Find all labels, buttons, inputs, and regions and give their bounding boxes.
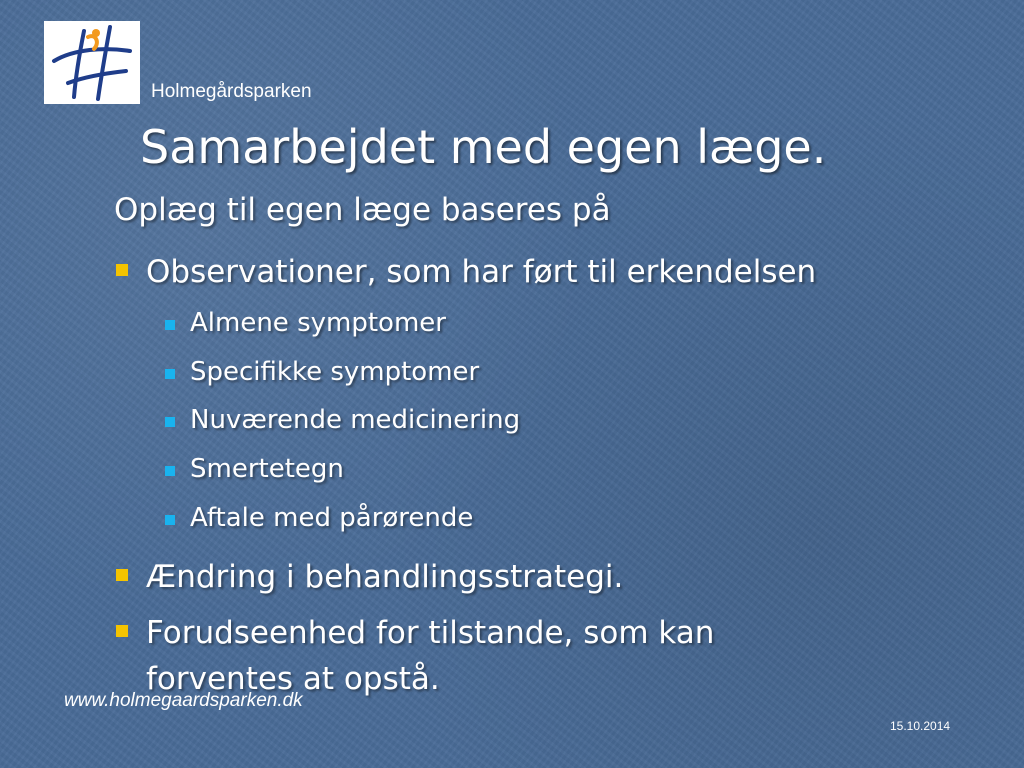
logo (44, 21, 140, 104)
footer-url[interactable]: www.holmegaardsparken.dk (64, 690, 303, 711)
square-bullet-icon (116, 625, 128, 637)
slide-title: Samarbejdet med egen læge. (140, 120, 827, 174)
bullet-text: Forudseenhed for tilstande, som kan (146, 615, 715, 651)
sub-bullet-text: Nuværende medicinering (190, 405, 521, 435)
square-bullet-icon (165, 320, 175, 330)
square-bullet-icon (165, 369, 175, 379)
square-bullet-icon (165, 466, 175, 476)
brand-name: Holmegårdsparken (151, 81, 312, 102)
square-bullet-icon (165, 515, 175, 525)
bullet-text: Observationer, som har ført til erkendelsen (146, 254, 817, 290)
square-bullet-icon (116, 264, 128, 276)
footer-date: 15.10.2014 (890, 719, 951, 733)
bullet-text-continued: forventes at opstå. (146, 661, 440, 697)
sub-bullet-text: Almene symptomer (190, 308, 446, 338)
sub-bullet-text: Aftale med pårørende (190, 503, 474, 533)
sub-bullet-text: Smertetegn (190, 454, 344, 484)
bullet-text: Ændring i behandlingsstrategi. (146, 559, 624, 595)
holmegaardsparken-logo-icon (44, 21, 140, 104)
square-bullet-icon (116, 569, 128, 581)
sub-bullet-text: Specifikke symptomer (190, 357, 480, 387)
square-bullet-icon (165, 417, 175, 427)
intro-text: Oplæg til egen læge baseres på (114, 192, 611, 228)
